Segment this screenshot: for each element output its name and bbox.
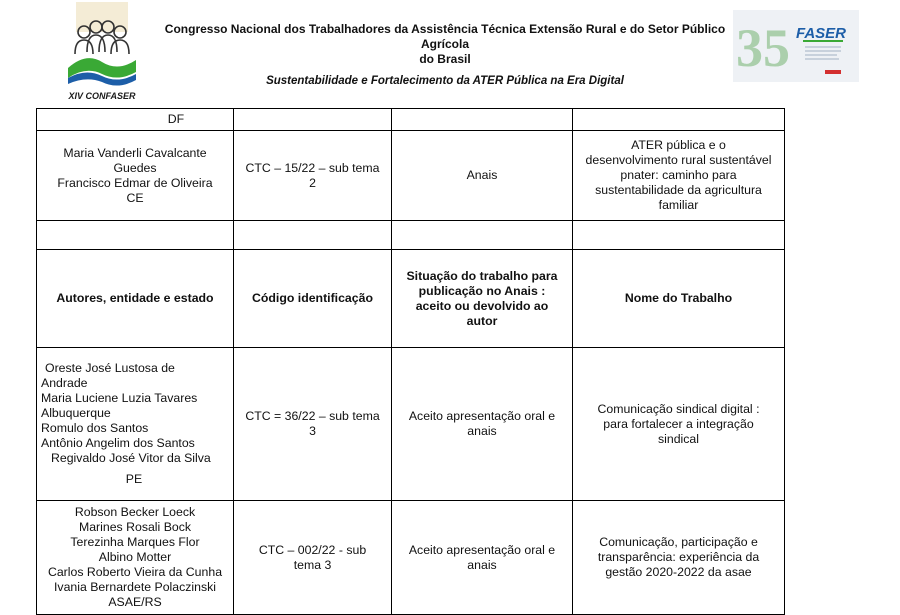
title-cell: Comunicação, participação e transparência: experiência da gestão 2020-2022 da asae <box>573 501 785 615</box>
table-row <box>37 501 785 615</box>
table-header-row <box>37 250 785 348</box>
state-cell: DF <box>37 109 234 131</box>
table-row <box>37 109 785 131</box>
header-title <box>160 22 730 67</box>
code-cell: CTC – 15/22 – sub tema 2 <box>234 131 392 221</box>
left-logo-text: XIV CONFASER <box>68 91 136 101</box>
header-title-line2: do Brasil <box>419 52 471 66</box>
code-cell: CTC – 002/22 - sub tema 3 <box>234 501 392 615</box>
authors-cell: Oreste José Lustosa de Andrade Maria Luciene Luzia Tavares Albuquerque Romulo dos Santos Antônio Angelim dos Santos Regivaldo José Vitor da Silva PE <box>37 348 234 501</box>
header-title-line1: Congresso Nacional dos Trabalhadores da Assistência Técnica Extensão Rural e do Setor Público Agrícola <box>164 22 726 51</box>
status-cell: Anais <box>392 131 573 221</box>
status-cell: Aceito apresentação oral e anais <box>392 501 573 615</box>
header-subtitle: Sustentabilidade e Fortalecimento da ATER Pública na Era Digital <box>266 75 624 87</box>
faser-35-logo <box>733 10 859 82</box>
confaser-logo <box>62 2 142 104</box>
header-code: Código identificação <box>234 250 392 348</box>
code-cell: CTC = 36/22 – sub tema 3 <box>234 348 392 501</box>
table-row <box>37 131 785 221</box>
right-logo-text: FASER <box>795 25 847 42</box>
table-row <box>37 348 785 501</box>
title-cell: Comunicação sindical digital : para fortalecer a integração sindical <box>573 348 785 501</box>
header-authors: Autores, entidade e estado <box>37 250 234 348</box>
authors-cell: Maria Vanderli Cavalcante Guedes Francisco Edmar de Oliveira CE <box>37 131 234 221</box>
header <box>160 22 730 87</box>
header-status: Situação do trabalho para publicação no Anais : aceito ou devolvido ao autor <box>392 250 573 348</box>
authors-cell: Robson Becker Loeck Marines Rosali Bock Terezinha Marques Flor Albino Motter Carlos Roberto Vieira da Cunha Ivania Bernardete Polaczinski ASAE/RS <box>37 501 234 615</box>
title-cell: ATER pública e o desenvolvimento rural sustentável pnater: caminho para sustentabilidade da agricultura familiar <box>573 131 785 221</box>
table-row <box>37 221 785 250</box>
works-table <box>36 108 785 615</box>
header-title: Nome do Trabalho <box>573 250 785 348</box>
right-logo-number: 35 <box>736 18 790 78</box>
status-cell: Aceito apresentação oral e anais <box>392 348 573 501</box>
